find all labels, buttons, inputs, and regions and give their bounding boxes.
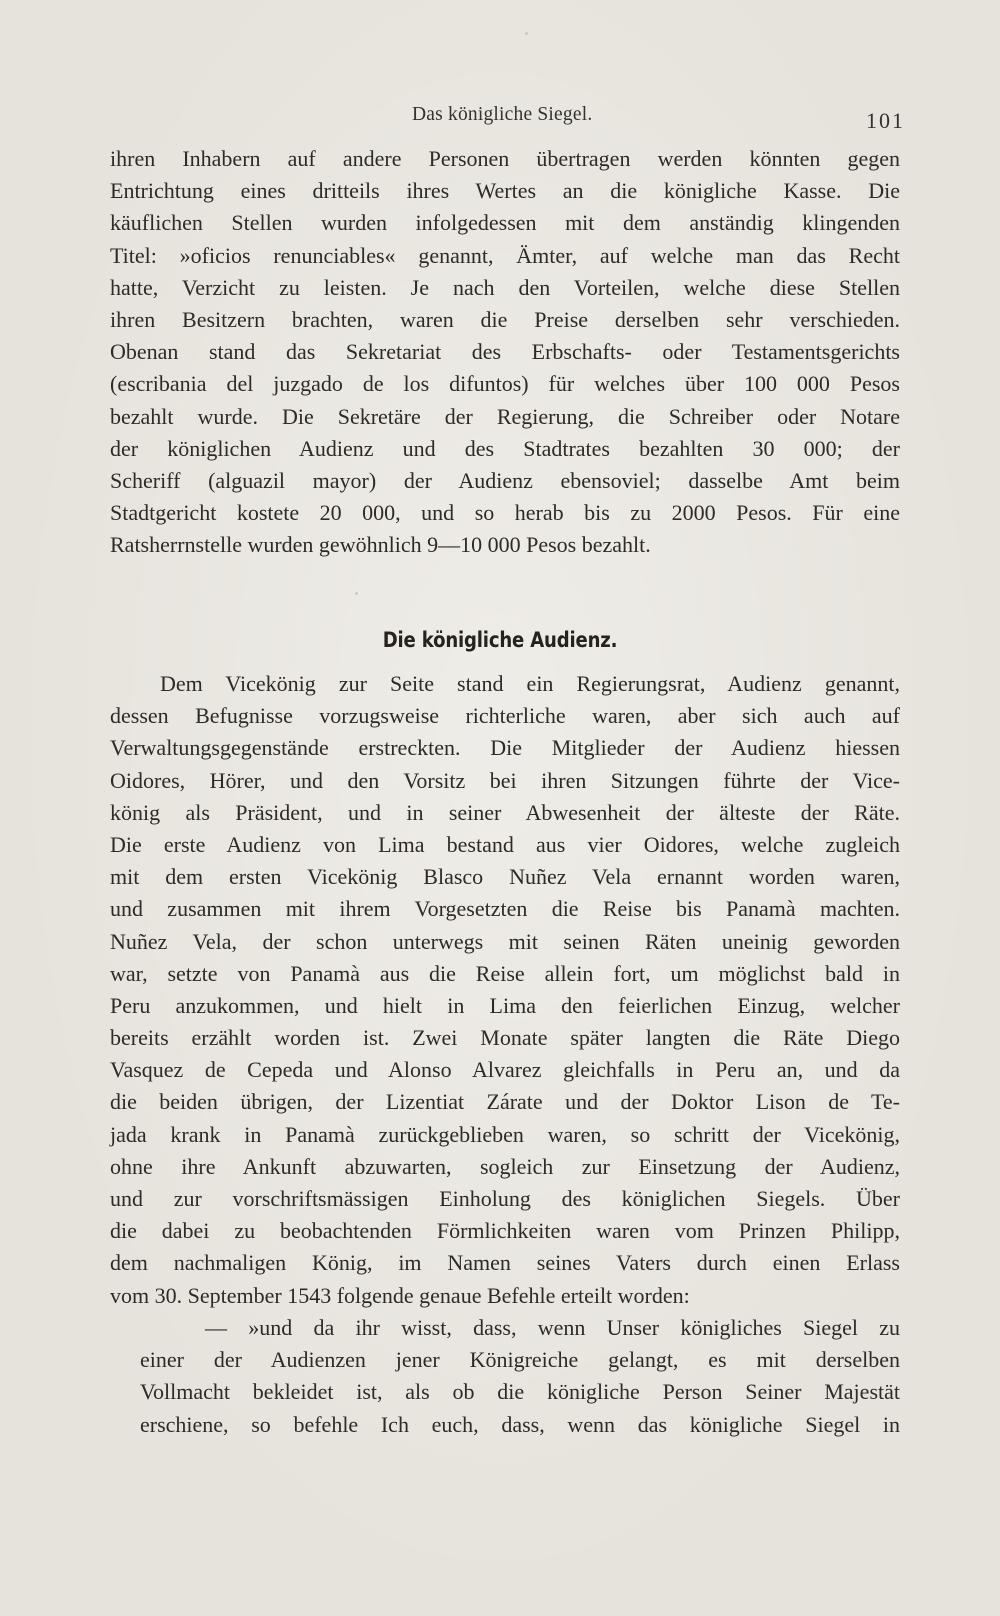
text-line: ihren Besitzern brachten, waren die Preise derselben sehr verschieden. [110, 306, 900, 332]
quote-line: erschiene, so befehle Ich euch, dass, wenn das königliche Siegel in [140, 1411, 900, 1437]
text-line: die beiden übrigen, der Lizentiat Zárate und der Doktor Lison de Te- [110, 1089, 900, 1115]
text-line: der königlichen Audienz und des Stadtrates bezahlten 30 000; der [110, 435, 900, 461]
text-line: Peru anzukommen, und hielt in Lima den feierlichen Einzug, welcher [110, 992, 900, 1018]
text-line: Die erste Audienz von Lima bestand aus vier Oidores, welche zugleich [110, 831, 900, 857]
page-number: 101 [866, 108, 905, 133]
text-line: ohne ihre Ankunft abzuwarten, sogleich zur Einsetzung der Audienz, [110, 1153, 900, 1179]
text-line: Nuñez Vela, der schon unterwegs mit seinen Räten uneinig geworden [110, 928, 900, 954]
text-line: (escribania del juzgado de los difuntos) für welches über 100 000 Pesos [110, 371, 900, 397]
text-line: die dabei zu beobachtenden Förmlichkeiten waren vom Prinzen Philipp, [110, 1218, 900, 1244]
text-line: könig als Präsident, und in seiner Abwesenheit der älteste der Räte. [110, 799, 900, 825]
text-line: Titel: »oficios renunciables« genannt, Ämter, auf welche man das Recht [110, 242, 900, 268]
paragraph-continued [110, 143, 900, 561]
quote-line: — »und da ihr wisst, dass, wenn Unser königliches Siegel zu [205, 1315, 900, 1340]
text-line: und zusammen mit ihrem Vorgesetzten die Reise bis Panamà machten. [110, 896, 900, 922]
text-line: dem nachmaligen König, im Namen seines Vaters durch einen Erlass [110, 1250, 900, 1276]
paragraph-audienz [110, 668, 900, 1312]
text-line: bezahlt wurde. Die Sekretäre der Regierung, die Schreiber oder Notare [110, 403, 900, 429]
text-line: bereits erzählt worden ist. Zwei Monate später langten die Räte Diego [110, 1025, 900, 1051]
paper-speck [355, 592, 358, 595]
text-line: Stadtgericht kostete 20 000, und so herab bis zu 2000 Pesos. Für eine [110, 500, 900, 526]
text-line: ihren Inhabern auf andere Personen übertragen werden könnten gegen [110, 146, 900, 171]
text-line: Vasquez de Cepeda und Alonso Alvarez gleichfalls in Peru an, und da [110, 1057, 900, 1083]
quote-line: einer der Audienzen jener Königreiche gelangt, es mit derselben [140, 1347, 900, 1373]
text-line: dessen Befugnisse vorzugsweise richterliche waren, aber sich auch auf [110, 703, 900, 729]
text-line: Entrichtung eines dritteils ihres Wertes an die königliche Kasse. Die [110, 178, 900, 204]
text-line: war, setzte von Panamà aus die Reise allein fort, um möglichst bald in [110, 960, 900, 986]
text-line: Dem Vicekönig zur Seite stand ein Regierungsrat, Audienz genannt, [160, 671, 900, 696]
paper-speck [525, 32, 528, 35]
text-line: Oidores, Hörer, und den Vorsitz bei ihren Sitzungen führte der Vice- [110, 767, 900, 793]
text-line: Scheriff (alguazil mayor) der Audienz ebensoviel; dasselbe Amt beim [110, 467, 900, 493]
text-line: hatte, Verzicht zu leisten. Je nach den Vorteilen, welche diese Stellen [110, 274, 900, 300]
quote-line: Vollmacht bekleidet ist, als ob die königliche Person Seiner Majestät [140, 1379, 900, 1405]
running-head: Das königliche Siegel. [412, 104, 593, 125]
section-heading: Die königliche Audienz. [382, 628, 618, 652]
text-line: käuflichen Stellen wurden infolgedessen mit dem anständig klingenden [110, 210, 900, 236]
text-line: jada krank in Panamà zurückgeblieben waren, so schritt der Vicekönig, [110, 1121, 900, 1147]
text-line: mit dem ersten Vicekönig Blasco Nuñez Vela ernannt worden waren, [110, 864, 900, 890]
text-line: Verwaltungsgegenstände erstreckten. Die Mitglieder der Audienz hiessen [110, 735, 900, 761]
text-line: Ratsherrnstelle wurden gewöhnlich 9—10 000 Pesos bezahlt. [110, 532, 651, 558]
text-line: und zur vorschriftsmässigen Einholung des königlichen Siegels. Über [110, 1186, 900, 1211]
quotation [110, 1312, 900, 1441]
text-line: vom 30. September 1543 folgende genaue Befehle erteilt worden: [110, 1282, 690, 1308]
text-line: Obenan stand das Sekretariat des Erbschafts- oder Testamentsgerichts [110, 339, 900, 365]
